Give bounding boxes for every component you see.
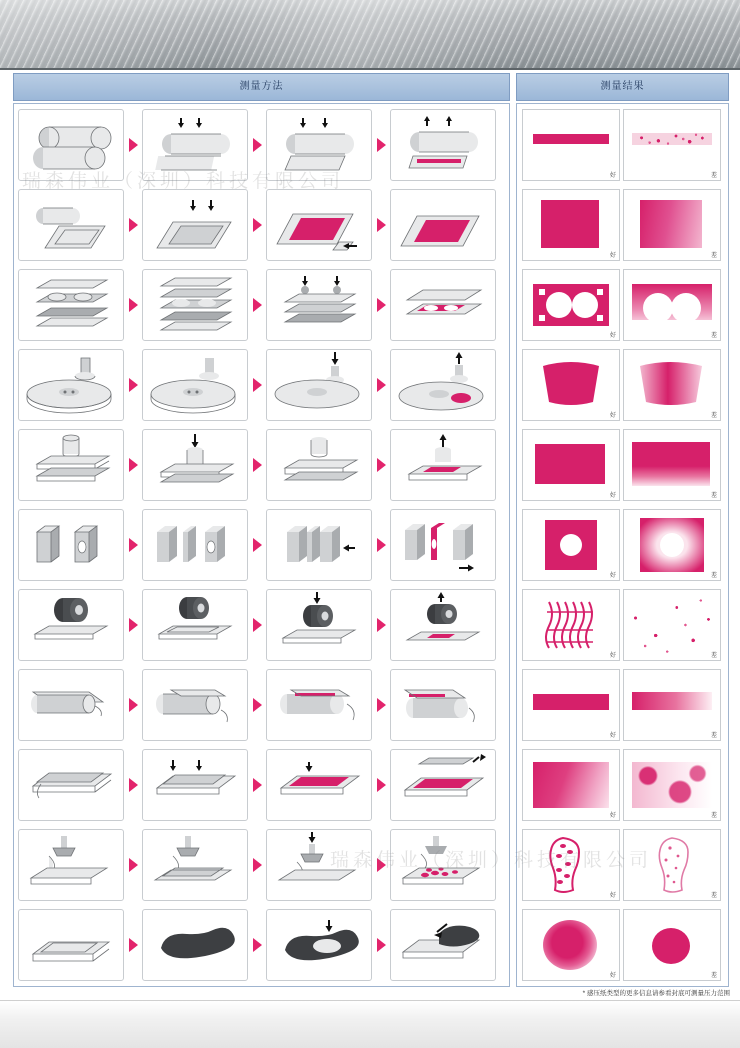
step-cell <box>266 189 372 261</box>
step-cell <box>390 349 496 421</box>
result-row <box>522 588 721 662</box>
step-cell <box>18 669 124 741</box>
result-bad <box>623 349 721 421</box>
result-label-good: 好 <box>609 253 616 259</box>
flow-arrow-icon <box>124 510 142 580</box>
step-cell <box>390 109 496 181</box>
result-bad <box>623 909 721 981</box>
watermark-text: 瑞森伟业（深圳）科技有限公司 <box>22 170 345 192</box>
result-bad <box>623 829 721 901</box>
flow-arrow-icon <box>372 190 390 260</box>
flow-arrow-icon <box>248 110 266 180</box>
step-cell <box>266 589 372 661</box>
result-label-good: 好 <box>609 333 616 339</box>
result-bad <box>623 589 721 661</box>
result-label-bad: 差 <box>710 253 717 259</box>
step-cell <box>390 189 496 261</box>
step-cell <box>266 349 372 421</box>
result-row <box>522 748 721 822</box>
step-cell <box>266 429 372 501</box>
step-cell <box>390 669 496 741</box>
flow-arrow-icon <box>372 110 390 180</box>
step-cell <box>142 829 248 901</box>
flow-arrow-icon <box>372 270 390 340</box>
result-good <box>522 349 620 421</box>
column-header-result: 测量结果 <box>516 73 729 101</box>
flow-arrow-icon <box>248 190 266 260</box>
flow-arrow-icon <box>372 430 390 500</box>
flow-arrow-icon <box>124 750 142 820</box>
table-row <box>18 828 505 902</box>
result-good <box>522 189 620 261</box>
step-cell <box>18 749 124 821</box>
result-row <box>522 348 721 422</box>
step-cell <box>390 589 496 661</box>
page-frame <box>8 68 732 998</box>
flow-arrow-icon <box>124 910 142 980</box>
flow-arrow-icon <box>248 590 266 660</box>
table-row <box>18 668 505 742</box>
result-row <box>522 428 721 502</box>
result-row <box>522 828 721 902</box>
result-label-bad: 差 <box>710 893 717 899</box>
flow-arrow-icon <box>372 750 390 820</box>
step-cell <box>142 429 248 501</box>
table-row <box>18 428 505 502</box>
result-label-good: 好 <box>609 173 616 179</box>
result-row <box>522 188 721 262</box>
watermark-text: 瑞森伟业（深圳）科技有限公司 <box>330 849 653 871</box>
step-cell <box>18 349 124 421</box>
result-label-bad: 差 <box>710 173 717 179</box>
result-good <box>522 669 620 741</box>
result-row <box>522 268 721 342</box>
step-cell <box>266 829 372 901</box>
result-bad <box>623 669 721 741</box>
flow-arrow-icon <box>372 510 390 580</box>
result-label-good: 好 <box>609 653 616 659</box>
result-label-bad: 差 <box>710 413 717 419</box>
flow-arrow-icon <box>248 910 266 980</box>
flow-arrow-icon <box>124 350 142 420</box>
flow-arrow-icon <box>248 430 266 500</box>
result-label-good: 好 <box>609 893 616 899</box>
step-cell <box>18 269 124 341</box>
flow-arrow-icon <box>248 750 266 820</box>
result-label-bad: 差 <box>710 333 717 339</box>
step-cell <box>390 749 496 821</box>
flow-arrow-icon <box>124 270 142 340</box>
step-cell <box>142 509 248 581</box>
step-cell <box>390 909 496 981</box>
result-good <box>522 509 620 581</box>
step-cell <box>266 269 372 341</box>
flow-arrow-icon <box>372 590 390 660</box>
flow-arrow-icon <box>248 510 266 580</box>
footnote: * 感压纸类型的更多信息请参看封底可测量压力范围 <box>582 990 730 997</box>
step-cell <box>142 909 248 981</box>
step-cell <box>266 109 372 181</box>
table-row <box>18 268 505 342</box>
flow-arrow-icon <box>124 190 142 260</box>
step-cell <box>142 749 248 821</box>
flow-arrow-icon <box>124 110 142 180</box>
flow-arrow-icon <box>124 670 142 740</box>
method-column <box>13 103 510 987</box>
bottom-band <box>0 1000 740 1048</box>
step-cell <box>18 509 124 581</box>
step-cell <box>142 589 248 661</box>
flow-arrow-icon <box>372 830 390 900</box>
result-good <box>522 429 620 501</box>
result-label-good: 好 <box>609 813 616 819</box>
step-cell <box>142 109 248 181</box>
step-cell <box>266 509 372 581</box>
result-good <box>522 829 620 901</box>
result-good <box>522 589 620 661</box>
step-cell <box>266 669 372 741</box>
flow-arrow-icon <box>372 910 390 980</box>
table-row <box>18 908 505 982</box>
step-cell <box>18 109 124 181</box>
step-cell <box>18 589 124 661</box>
table-row <box>18 108 505 182</box>
result-row <box>522 908 721 982</box>
step-cell <box>390 269 496 341</box>
result-row <box>522 668 721 742</box>
column-header-method: 测量方法 <box>13 73 510 101</box>
result-label-good: 好 <box>609 573 616 579</box>
result-label-good: 好 <box>609 493 616 499</box>
flow-arrow-icon <box>248 350 266 420</box>
result-bad <box>623 189 721 261</box>
table-row <box>18 748 505 822</box>
step-cell <box>390 429 496 501</box>
result-label-good: 好 <box>609 973 616 979</box>
result-label-bad: 差 <box>710 813 717 819</box>
result-label-good: 好 <box>609 413 616 419</box>
result-bad <box>623 749 721 821</box>
result-label-bad: 差 <box>710 493 717 499</box>
result-label-bad: 差 <box>710 973 717 979</box>
step-cell <box>266 749 372 821</box>
flow-arrow-icon <box>248 830 266 900</box>
flow-arrow-icon <box>248 270 266 340</box>
result-column <box>516 103 729 987</box>
flow-arrow-icon <box>124 590 142 660</box>
result-label-good: 好 <box>609 733 616 739</box>
result-good <box>522 269 620 341</box>
table-row <box>18 508 505 582</box>
table-row <box>18 348 505 422</box>
top-metal-band <box>0 0 740 70</box>
result-label-bad: 差 <box>710 573 717 579</box>
result-good <box>522 109 620 181</box>
result-good <box>522 909 620 981</box>
metal-sheen <box>0 0 740 68</box>
result-row <box>522 508 721 582</box>
result-row <box>522 108 721 182</box>
step-cell <box>142 669 248 741</box>
result-bad <box>623 429 721 501</box>
result-label-bad: 差 <box>710 733 717 739</box>
result-bad <box>623 109 721 181</box>
step-cell <box>18 189 124 261</box>
step-cell <box>390 829 496 901</box>
result-label-bad: 差 <box>710 653 717 659</box>
step-cell <box>266 909 372 981</box>
table-row <box>18 188 505 262</box>
flow-arrow-icon <box>124 430 142 500</box>
step-cell <box>390 509 496 581</box>
result-good <box>522 749 620 821</box>
flow-arrow-icon <box>372 350 390 420</box>
flow-arrow-icon <box>124 830 142 900</box>
result-bad <box>623 269 721 341</box>
step-cell <box>142 349 248 421</box>
step-cell <box>18 829 124 901</box>
result-bad <box>623 509 721 581</box>
step-cell <box>142 189 248 261</box>
step-cell <box>18 429 124 501</box>
step-cell <box>142 269 248 341</box>
table-row <box>18 588 505 662</box>
step-cell <box>18 909 124 981</box>
flow-arrow-icon <box>372 670 390 740</box>
flow-arrow-icon <box>248 670 266 740</box>
